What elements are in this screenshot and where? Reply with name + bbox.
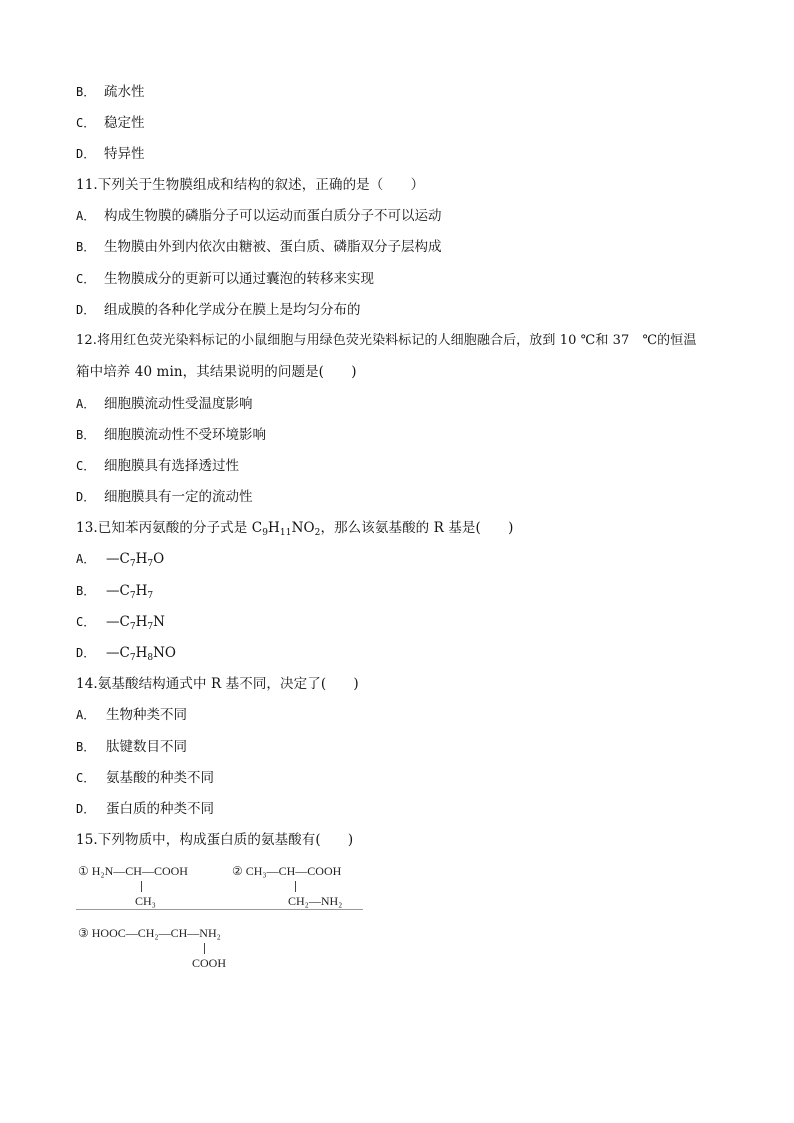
- option-letter: C．: [76, 272, 96, 286]
- q10-option-c: [76, 114, 145, 132]
- formula-part: N: [153, 614, 165, 630]
- formula-3: [76, 926, 276, 974]
- formula-2-bond: [295, 881, 296, 892]
- option-letter: A．: [76, 708, 96, 722]
- formula-part: H: [135, 551, 148, 567]
- subscript: 7: [129, 559, 136, 569]
- q11-option-c: [76, 270, 374, 288]
- q12-option-b: [76, 426, 266, 444]
- formula-part: H: [135, 614, 148, 630]
- subscript: 7: [147, 622, 154, 632]
- option-text: 氨基酸的种类不同: [106, 770, 214, 786]
- formula-2-main: ② CH₃—CH—COOH: [232, 864, 342, 878]
- q12-stem-line2: 箱中培养 40 min，其结果说明的问题是( ): [76, 364, 357, 380]
- formula-part: O: [153, 551, 165, 567]
- formula-part: —C: [106, 614, 130, 630]
- option-text: 疏水性: [104, 84, 145, 100]
- q13-option-d: [76, 644, 176, 662]
- formula-part: NO: [153, 645, 176, 661]
- q13-option-b: [76, 582, 153, 600]
- option-letter: B．: [76, 584, 96, 598]
- option-letter: B．: [76, 240, 96, 254]
- q13-stem-text: ，那么该氨基酸的 R 基是( ): [320, 520, 514, 536]
- formula-3-main: ③ HOOC—CH₂—CH—NH₂: [78, 926, 221, 940]
- option-letter: D．: [76, 490, 96, 504]
- q10-option-d: [76, 145, 145, 163]
- option-text: 细胞膜流动性不受环境影响: [104, 427, 266, 443]
- formula-1-bond: [141, 881, 142, 892]
- q11-stem: 11.下列关于生物膜组成和结构的叙述，正确的是（ ）: [76, 177, 425, 193]
- formula-part: H: [135, 645, 148, 661]
- q12-option-d: [76, 488, 253, 506]
- q14-option-b: [76, 738, 187, 756]
- subscript: 7: [147, 559, 154, 569]
- subscript: 2: [314, 528, 321, 538]
- option-text: 构成生物膜的磷脂分子可以运动而蛋白质分子不可以运动: [104, 208, 442, 224]
- formula-part: —C: [106, 583, 130, 599]
- q14-option-d: [76, 800, 214, 818]
- option-letter: D．: [76, 646, 96, 660]
- option-letter: A．: [76, 209, 96, 223]
- option-text: 生物种类不同: [106, 707, 187, 723]
- subscript: 7: [147, 591, 154, 601]
- q12-option-c: [76, 457, 239, 475]
- formula-3-sidechain: COOH: [192, 956, 227, 970]
- option-text: 稳定性: [104, 115, 145, 131]
- q13-stem-text: NO: [291, 520, 315, 536]
- formula-divider: [76, 909, 363, 910]
- formula-2: [230, 864, 370, 912]
- option-letter: C．: [76, 615, 96, 629]
- subscript: 7: [129, 591, 136, 601]
- formula-1-sidechain: CH₃: [135, 894, 156, 908]
- option-letter: B．: [76, 85, 96, 99]
- subscript: 7: [129, 653, 136, 663]
- option-letter: A．: [76, 397, 96, 411]
- option-text: 肽键数目不同: [106, 739, 187, 755]
- q12-option-a: [76, 395, 253, 413]
- option-letter: A．: [76, 552, 96, 566]
- formula-part: —C: [106, 551, 130, 567]
- subscript: 8: [147, 653, 154, 663]
- option-text: 细胞膜具有一定的流动性: [104, 489, 253, 505]
- q13-stem-text: H: [268, 520, 280, 536]
- subscript: 7: [129, 622, 136, 632]
- formula-2-sidechain: CH₂—NH₂: [288, 894, 343, 908]
- q11-option-b: [76, 238, 442, 256]
- option-letter: C．: [76, 771, 96, 785]
- q13-stem: [76, 519, 513, 537]
- q10-option-b: [76, 83, 145, 101]
- option-letter: D．: [76, 303, 96, 317]
- option-letter: B．: [76, 740, 96, 754]
- option-letter: D．: [76, 147, 96, 161]
- q14-stem: 14.氨基酸结构通式中 R 基不同，决定了( ): [76, 676, 359, 692]
- q11-option-d: [76, 301, 361, 319]
- option-letter: C．: [76, 459, 96, 473]
- q11-option-a: [76, 207, 442, 225]
- subscript: 11: [279, 528, 292, 538]
- q12-stem-line1: 12.将用红色荧光染料标记的小鼠细胞与用绿色荧光染料标记的人细胞融合后，放到 10 ℃和 37 ℃的恒温: [76, 333, 697, 348]
- formula-part: H: [135, 583, 148, 599]
- formula-part: —C: [106, 645, 130, 661]
- option-text: 蛋白质的种类不同: [106, 801, 214, 817]
- option-text: 生物膜成分的更新可以通过囊泡的转移来实现: [104, 271, 374, 287]
- option-text: 细胞膜具有选择透过性: [104, 458, 239, 474]
- subscript: 9: [262, 528, 269, 538]
- option-text: 特异性: [104, 146, 145, 162]
- option-letter: B．: [76, 428, 96, 442]
- option-letter: C．: [76, 116, 96, 130]
- option-text: 生物膜由外到内依次由糖被、蛋白质、磷脂双分子层构成: [104, 239, 442, 255]
- option-letter: D．: [76, 802, 96, 816]
- formula-3-bond: [204, 943, 205, 954]
- option-text: 组成膜的各种化学成分在膜上是均匀分布的: [104, 302, 361, 318]
- q14-option-a: [76, 706, 187, 724]
- q15-stem: 15.下列物质中，构成蛋白质的氨基酸有( ): [76, 832, 354, 848]
- option-text: 细胞膜流动性受温度影响: [104, 396, 253, 412]
- formula-1-main: ① H₂N—CH—COOH: [78, 864, 188, 878]
- q13-option-c: [76, 613, 165, 631]
- q13-stem-text: 13.已知苯丙氨酸的分子式是 C: [76, 520, 263, 536]
- q13-option-a: [76, 550, 164, 568]
- q14-option-c: [76, 769, 214, 787]
